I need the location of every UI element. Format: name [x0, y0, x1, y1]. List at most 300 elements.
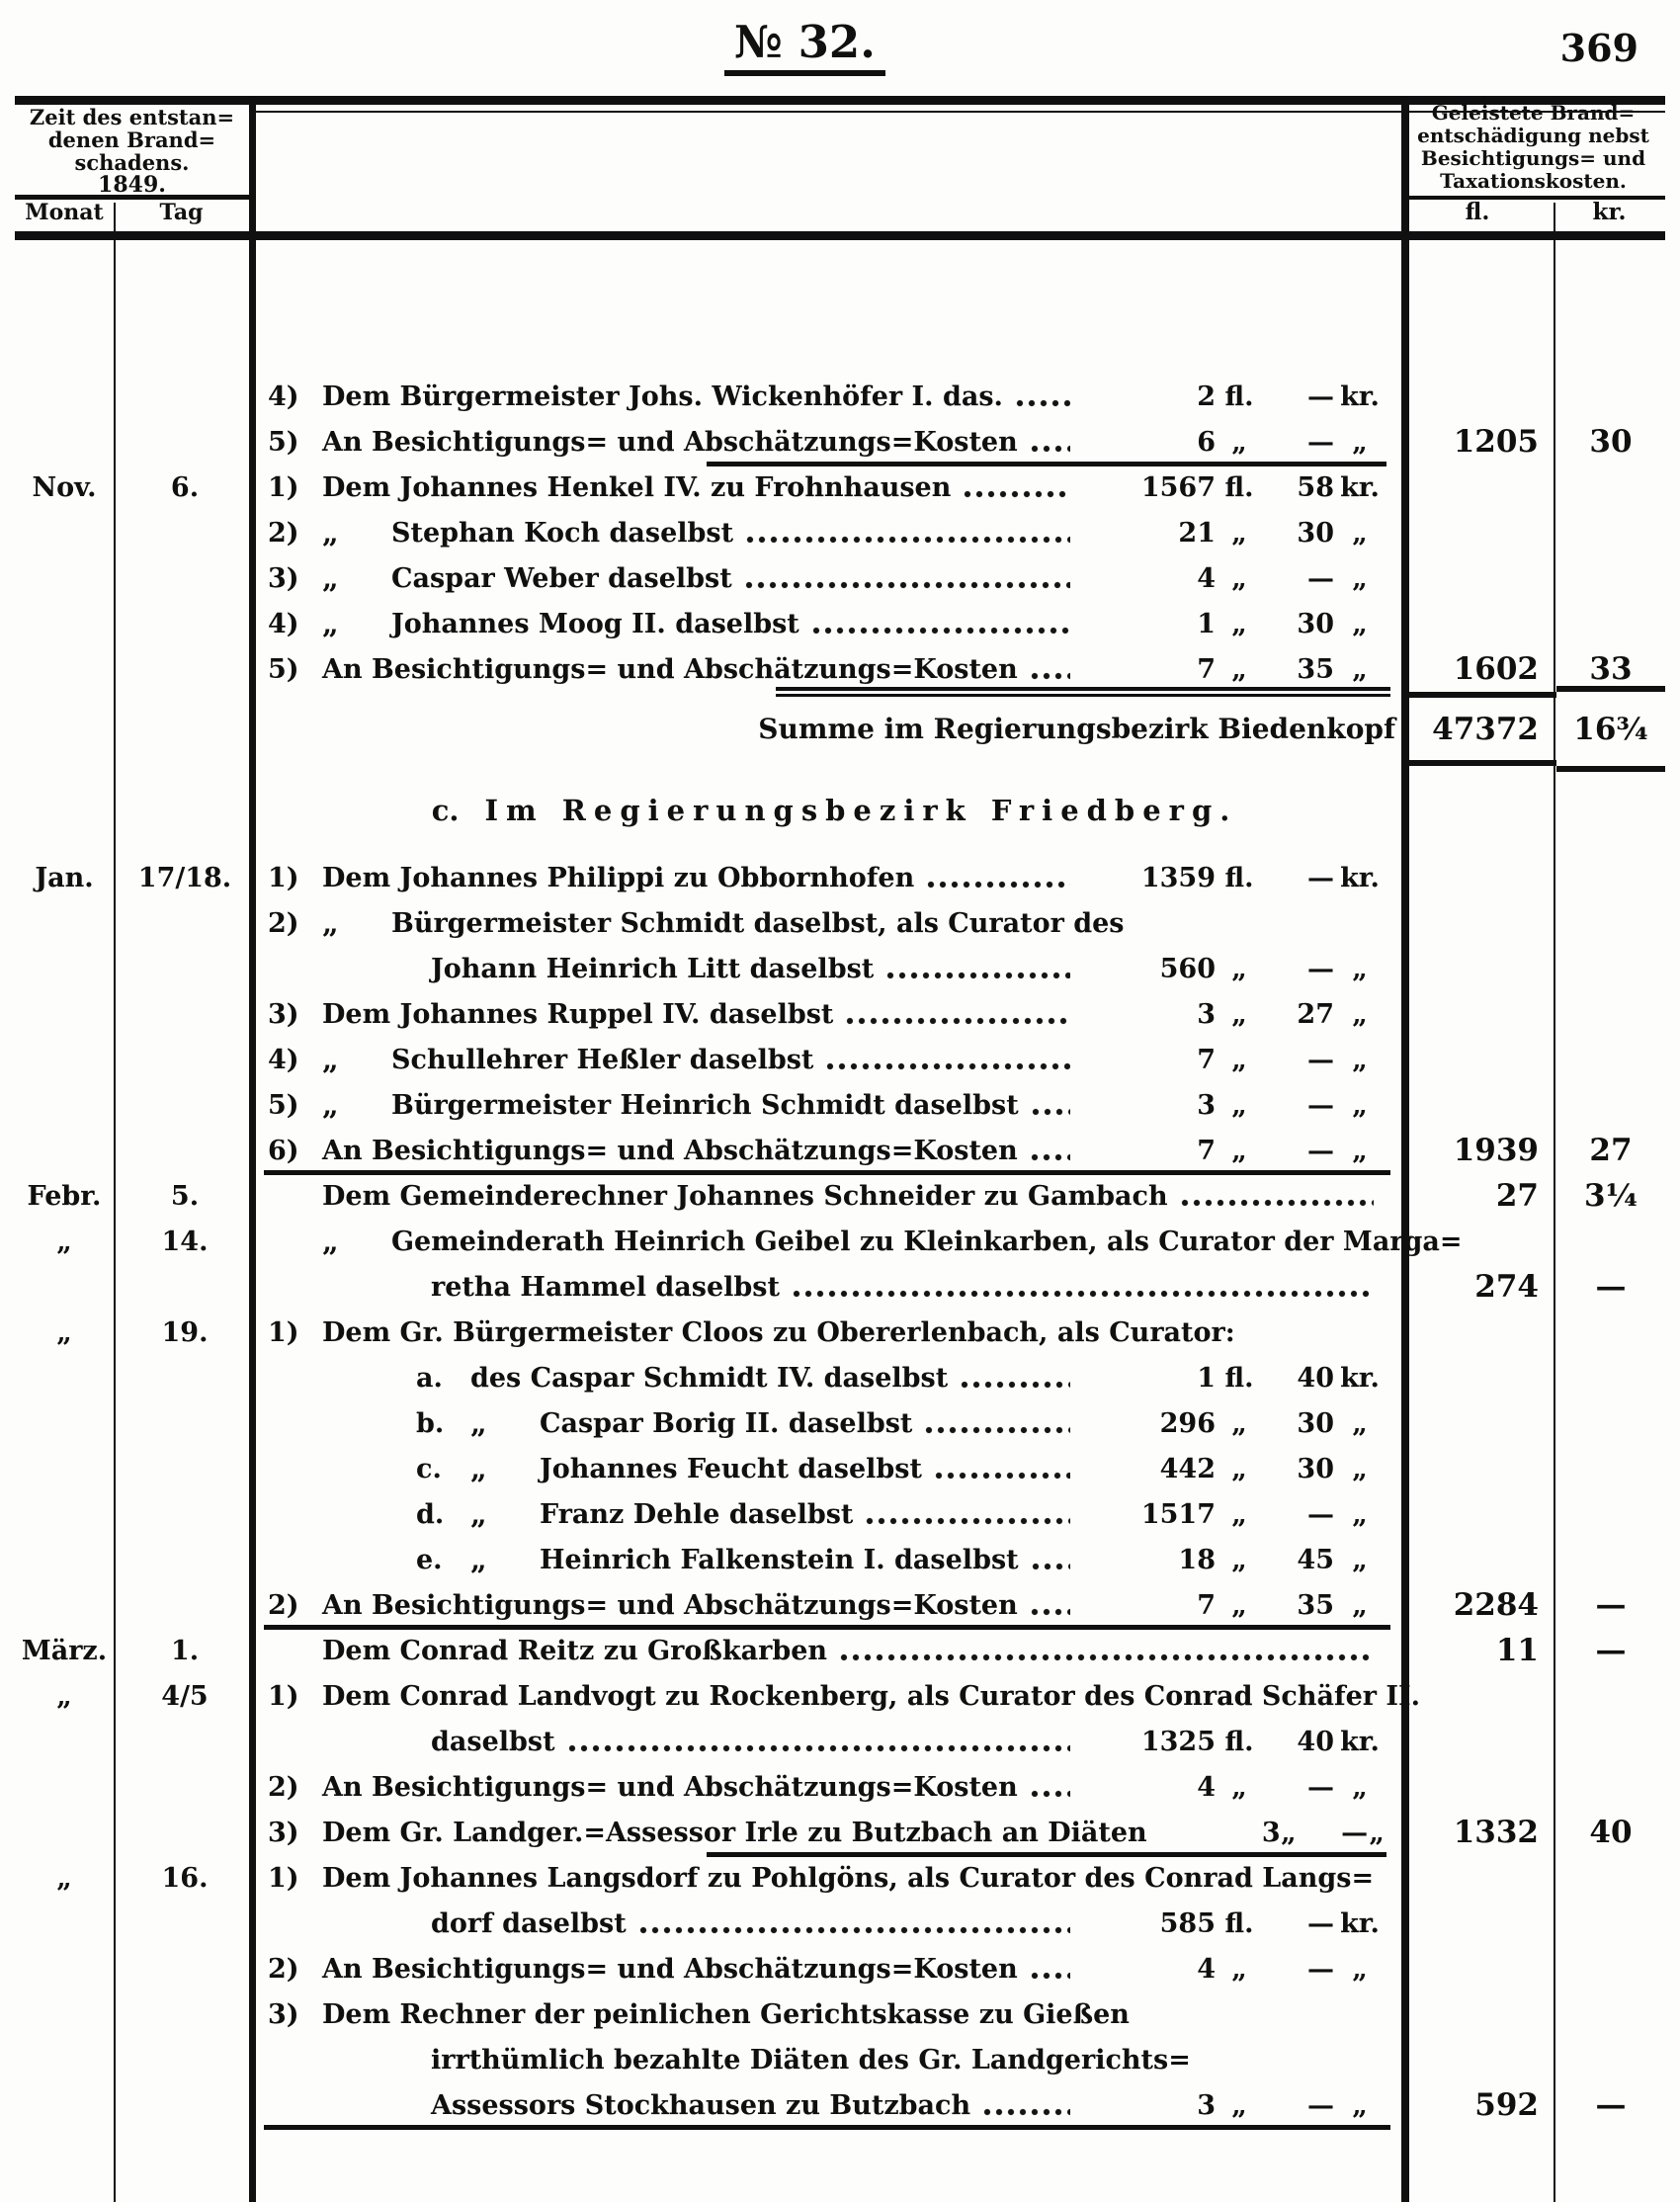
total-kreuzer-cell — [1556, 766, 1665, 855]
item-number: c. — [416, 1453, 442, 1484]
amount-florin-unit: „ — [1231, 1044, 1247, 1075]
table-row — [15, 1582, 1665, 1628]
amount-florin-value: 560 — [1159, 953, 1216, 984]
amount-kreuzer-unit: „ — [1352, 998, 1368, 1030]
entry-text: Dem Conrad Landvogt zu Rockenberg, als Curator des Conrad Schäfer II. — [322, 1680, 1421, 1712]
amount-florin-unit: fl. — [1224, 1726, 1254, 1757]
amount-florin-value: 1325 — [1140, 1726, 1216, 1757]
total-kreuzer-cell — [1556, 1446, 1665, 1491]
amount-florin-unit: „ — [1231, 953, 1247, 984]
day-cell: 5. — [170, 1180, 200, 1212]
entry-text: Dem Gr. Bürgermeister Cloos zu Obererlenbach, als Curator: — [322, 1316, 1235, 1348]
amount-florin-unit: „ — [1231, 2089, 1247, 2121]
amount-kreuzer-value: — — [1341, 1817, 1369, 1848]
amount-florin-unit: fl. — [1224, 381, 1254, 412]
total-kreuzer-cell — [1556, 1037, 1665, 1082]
amount-kreuzer-unit: „ — [1352, 426, 1368, 458]
table-row — [15, 1310, 1665, 1355]
amount-florin-value: 7 — [1197, 1044, 1216, 1075]
amount-kreuzer-value: — — [1307, 426, 1334, 458]
description-cell — [256, 1043, 1401, 1076]
entry-text: Dem Bürgermeister Johs. Wickenhöfer I. das. — [322, 381, 1003, 412]
dotted-leader — [1030, 1971, 1070, 1983]
table-row — [15, 1400, 1665, 1446]
dotted-leader — [960, 1380, 1070, 1392]
day-cell: 19. — [161, 1316, 209, 1348]
description-cell — [256, 1908, 1401, 1939]
table-row — [15, 1991, 1665, 2037]
description-cell — [256, 1272, 1401, 1303]
entry-text: Dem Johannes Ruppel IV. daselbst — [322, 998, 834, 1030]
total-florin-cell — [1401, 1537, 1556, 1582]
description-cell — [256, 1954, 1401, 1985]
month-cell: „ — [56, 1316, 72, 1348]
description-cell — [256, 794, 1401, 827]
total-kreuzer-cell — [1556, 1219, 1665, 1264]
total-kreuzer-cell — [1556, 1400, 1665, 1446]
description-cell — [256, 654, 1401, 685]
item-number: 1) — [268, 1862, 299, 1894]
description-cell — [256, 1452, 1401, 1485]
total-florin-cell: 592 — [1474, 2087, 1539, 2123]
month-cell: Nov. — [32, 471, 97, 503]
total-florin-cell — [1401, 555, 1556, 601]
total-florin-cell — [1401, 1355, 1556, 1400]
description-cell — [256, 1543, 1401, 1576]
amount-florin-value: 1517 — [1140, 1498, 1216, 1530]
total-florin-cell — [1401, 1082, 1556, 1128]
description-cell — [256, 516, 1401, 550]
item-number: 2) — [268, 1953, 299, 1985]
amount-florin-value: 6 — [1197, 426, 1216, 458]
amount-kreuzer-unit: „ — [1352, 1544, 1368, 1575]
total-kreuzer-cell: 16¾ — [1556, 686, 1665, 772]
item-number: 1) — [268, 862, 299, 893]
amount-florin-unit: fl. — [1224, 862, 1254, 893]
item-number: 4) — [268, 1044, 299, 1075]
entry-text: Stephan Koch daselbst — [391, 517, 734, 549]
day-cell: 1. — [170, 1635, 200, 1666]
amount-florin-value: 3 — [1197, 998, 1216, 1030]
amount-kreuzer-value: 45 — [1297, 1544, 1334, 1575]
total-kreuzer-cell — [1556, 374, 1665, 419]
total-florin-cell — [1401, 1764, 1556, 1810]
total-kreuzer-cell — [1556, 465, 1665, 510]
amount-kreuzer-unit: „ — [1352, 1589, 1368, 1621]
amount-kreuzer-unit: kr. — [1340, 1726, 1380, 1757]
amount-kreuzer-unit: „ — [1352, 653, 1368, 685]
total-kreuzer-cell — [1556, 2037, 1665, 2082]
entry-text: Dem Rechner der peinlichen Gerichtskasse zu Gießen — [322, 1998, 1130, 2030]
entry-text: An Besichtigungs= und Abschätzungs=Kosten — [322, 426, 1018, 458]
amount-florin-unit: „ — [1231, 608, 1247, 639]
total-kreuzer-cell — [1556, 1946, 1665, 1991]
header-compensation-line: Taxationskosten. — [1440, 169, 1627, 193]
item-number: 2) — [268, 1771, 299, 1803]
total-florin-cell — [1401, 1719, 1556, 1764]
section-heading-prefix: c. — [431, 794, 460, 827]
entry-text: Johannes Feucht daselbst — [540, 1453, 922, 1484]
total-florin-cell — [1401, 1946, 1556, 1991]
amount-florin-value: 4 — [1197, 1953, 1216, 1985]
dotted-leader — [567, 1743, 1070, 1755]
total-kreuzer-cell — [1556, 555, 1665, 601]
dotted-leader — [934, 1471, 1070, 1482]
total-kreuzer-cell: — — [1595, 1633, 1627, 1668]
table-row — [15, 991, 1665, 1037]
description-cell — [256, 2090, 1401, 2121]
total-kreuzer-cell — [1556, 1355, 1665, 1400]
dotted-leader — [1030, 444, 1070, 456]
amount-kreuzer-unit: „ — [1352, 608, 1368, 639]
table-row — [15, 1764, 1665, 1810]
ditto-mark: „ — [322, 906, 339, 940]
dotted-leader — [926, 880, 1070, 891]
amount-kreuzer-unit: „ — [1352, 517, 1368, 549]
table-body — [15, 240, 1665, 2202]
amount-kreuzer-value: 40 — [1297, 1362, 1334, 1394]
total-kreuzer-cell: 27 — [1589, 1133, 1633, 1168]
entry-text: An Besichtigungs= und Abschätzungs=Kosten — [322, 653, 1018, 685]
table-row — [15, 465, 1665, 510]
item-number: a. — [416, 1362, 443, 1394]
entry-text: des Caspar Schmidt IV. daselbst — [470, 1362, 949, 1394]
amount-florin-unit: „ — [1231, 562, 1247, 594]
entry-text: Schullehrer Heßler daselbst — [391, 1044, 814, 1075]
amount-kreuzer-unit: kr. — [1340, 862, 1380, 893]
total-kreuzer-cell — [1556, 601, 1665, 646]
amount-florin-unit: fl. — [1224, 1362, 1254, 1394]
total-florin-cell — [1401, 991, 1556, 1037]
rule-header-bottom — [15, 231, 1665, 240]
amount-kreuzer-value: — — [1307, 953, 1334, 984]
header-date-box — [15, 106, 249, 197]
table-row — [15, 1173, 1665, 1219]
table-row — [15, 1810, 1665, 1855]
amount-kreuzer-unit: „ — [1352, 562, 1368, 594]
item-number: 1) — [268, 1316, 299, 1348]
amount-kreuzer-unit: „ — [1352, 1407, 1368, 1439]
total-kreuzer-cell — [1556, 1310, 1665, 1355]
dotted-leader — [811, 626, 1070, 637]
amount-florin-unit: „ — [1231, 426, 1247, 458]
item-number: d. — [416, 1498, 445, 1530]
item-number: 2) — [268, 907, 299, 939]
dotted-leader — [1180, 1198, 1374, 1210]
dotted-leader — [1030, 1607, 1070, 1619]
amount-kreuzer-value: 58 — [1297, 471, 1334, 503]
table-row — [15, 2037, 1665, 2082]
page-number: 369 — [1559, 26, 1638, 70]
description-cell — [256, 1317, 1401, 1348]
amount-florin-value: 1359 — [1140, 862, 1216, 893]
month-column-label: Monat — [25, 200, 104, 225]
day-cell: 4/5 — [161, 1680, 209, 1712]
total-florin-cell: 1939 — [1453, 1133, 1539, 1168]
amount-florin-value: 3 — [1197, 1089, 1216, 1121]
header-date-line: Zeit des entstan= — [29, 105, 235, 129]
amount-florin-unit: „ — [1231, 1089, 1247, 1121]
description-cell — [256, 713, 1401, 745]
entry-text: retha Hammel daselbst — [431, 1271, 780, 1303]
entry-text: Heinrich Falkenstein I. daselbst — [540, 1544, 1019, 1575]
item-number: 4) — [268, 381, 299, 412]
table-row — [15, 1037, 1665, 1082]
description-cell — [256, 381, 1401, 412]
ditto-mark: „ — [470, 1497, 487, 1531]
entry-text: Dem Johannes Philippi zu Obbornhofen — [322, 862, 915, 893]
entry-text: dorf daselbst — [431, 1907, 627, 1939]
table-row — [15, 1491, 1665, 1537]
amount-kreuzer-value: — — [1307, 1771, 1334, 1803]
total-florin-cell — [1401, 766, 1556, 855]
table-row — [15, 946, 1665, 991]
dotted-leader — [982, 2107, 1070, 2119]
amount-florin-value: 296 — [1159, 1407, 1216, 1439]
table-row — [15, 1082, 1665, 1128]
amount-florin-unit: „ — [1231, 1135, 1247, 1166]
total-florin-cell: 1332 — [1453, 1815, 1539, 1850]
dotted-leader — [792, 1289, 1374, 1301]
description-cell — [256, 1863, 1401, 1894]
entry-text: Johannes Moog II. daselbst — [391, 608, 799, 639]
entry-text: Dem Johannes Henkel IV. zu Frohnhausen — [322, 471, 952, 503]
total-kreuzer-cell — [1556, 510, 1665, 555]
table-row — [15, 1628, 1665, 1673]
month-cell: „ — [56, 1680, 72, 1712]
table-row — [15, 855, 1665, 900]
dotted-leader — [1030, 1789, 1070, 1801]
amount-florin-unit: „ — [1231, 998, 1247, 1030]
item-number: 6) — [268, 1135, 299, 1166]
total-kreuzer-cell — [1556, 1855, 1665, 1901]
description-cell — [256, 1999, 1401, 2030]
ditto-mark: „ — [322, 1043, 339, 1076]
amount-florin-value: 3 — [1197, 2089, 1216, 2121]
item-number: 5) — [268, 426, 299, 458]
total-florin-cell — [1401, 1673, 1556, 1719]
description-cell — [256, 1772, 1401, 1803]
total-kreuzer-cell: 3¼ — [1584, 1178, 1638, 1214]
amount-kreuzer-unit: „ — [1352, 1453, 1368, 1484]
header-date-line: schadens. — [74, 150, 190, 175]
amount-florin-unit: „ — [1231, 1953, 1247, 1985]
entry-text: Bürgermeister Heinrich Schmidt daselbst — [391, 1089, 1019, 1121]
dotted-leader — [1030, 671, 1070, 683]
description-cell — [256, 1136, 1401, 1166]
table-row — [15, 1264, 1665, 1310]
header-month-day-labels — [15, 200, 249, 225]
amount-florin-unit: „ — [1231, 1453, 1247, 1484]
item-number: 1) — [268, 1680, 299, 1712]
sum-label: Summe im Regierungsbezirk Biedenkopf — [758, 713, 1395, 745]
amount-florin-value: 7 — [1197, 1589, 1216, 1621]
description-cell — [256, 1590, 1401, 1621]
entry-text: Dem Conrad Reitz zu Großkarben — [322, 1635, 828, 1666]
ditto-mark: „ — [322, 607, 339, 640]
description-cell — [256, 906, 1401, 940]
item-number: b. — [416, 1407, 445, 1439]
table-row — [15, 1673, 1665, 1719]
amount-florin-value: 1 — [1197, 1362, 1216, 1394]
amount-florin-value: 4 — [1197, 1771, 1216, 1803]
group-sum-rule — [264, 2125, 1390, 2130]
section-heading-text: Im Regierungsbezirk Friedberg. — [484, 794, 1238, 827]
total-florin-cell — [1401, 855, 1556, 900]
amount-florin-value: 1 — [1197, 608, 1216, 639]
table-row — [15, 374, 1665, 419]
entry-text: Dem Gemeinderechner Johannes Schneider zu Gambach — [322, 1180, 1168, 1212]
amount-florin-unit: „ — [1231, 1544, 1247, 1575]
total-florin-cell — [1401, 946, 1556, 991]
ditto-mark: „ — [470, 1452, 487, 1485]
table-row — [15, 1537, 1665, 1582]
total-kreuzer-cell — [1556, 1082, 1665, 1128]
header-compensation-line: Geleistete Brand= — [1431, 101, 1636, 125]
table-row — [15, 1855, 1665, 1901]
amount-florin-value: 1567 — [1140, 471, 1216, 503]
total-florin-cell — [1401, 601, 1556, 646]
table-row — [15, 555, 1665, 601]
table-row — [15, 1719, 1665, 1764]
group-sum-rule — [707, 462, 1386, 466]
dotted-leader — [924, 1425, 1070, 1437]
table-row — [15, 1901, 1665, 1946]
total-florin-cell: 27 — [1495, 1178, 1539, 1214]
amount-florin-value: 4 — [1197, 562, 1216, 594]
table-row — [15, 1355, 1665, 1400]
table-row — [15, 2082, 1665, 2128]
total-kreuzer-cell — [1556, 1719, 1665, 1764]
item-number: 3) — [268, 998, 299, 1030]
total-florin-cell — [1401, 465, 1556, 510]
amount-kreuzer-unit: „ — [1352, 1771, 1368, 1803]
header-compensation-box — [1401, 102, 1665, 193]
amount-florin-value: 18 — [1178, 1544, 1216, 1575]
total-kreuzer-cell: 30 — [1589, 424, 1633, 460]
amount-florin-value: 21 — [1178, 517, 1216, 549]
description-cell — [256, 607, 1401, 640]
total-kreuzer-cell — [1556, 1673, 1665, 1719]
amount-kreuzer-value: 40 — [1297, 1726, 1334, 1757]
item-number: 5) — [268, 1089, 299, 1121]
entry-text: An Besichtigungs= und Abschätzungs=Kosten — [322, 1589, 1018, 1621]
kreuzer-column-label: kr. — [1592, 199, 1627, 225]
amount-florin-value: 2 — [1197, 381, 1216, 412]
total-kreuzer-cell — [1556, 1764, 1665, 1810]
description-cell — [256, 472, 1401, 503]
item-number: 4) — [268, 608, 299, 639]
florin-column-label: fl. — [1465, 199, 1490, 225]
total-kreuzer-cell — [1556, 1991, 1665, 2037]
month-cell: „ — [56, 1862, 72, 1894]
total-florin-cell: 1602 — [1453, 651, 1539, 687]
dotted-leader — [885, 971, 1070, 982]
description-cell — [256, 1181, 1401, 1212]
day-cell: 17/18. — [137, 862, 232, 893]
group-sum-rule — [707, 1852, 1386, 1857]
item-number: 3) — [268, 562, 299, 594]
item-number: 2) — [268, 517, 299, 549]
dotted-leader — [745, 535, 1070, 547]
day-column-label: Tag — [159, 200, 204, 225]
amount-kreuzer-value: 30 — [1297, 517, 1334, 549]
entry-text: Dem Johannes Langsdorf zu Pohlgöns, als Curator des Conrad Langs= — [322, 1862, 1375, 1894]
dotted-leader — [963, 489, 1070, 501]
amount-kreuzer-unit: „ — [1352, 953, 1368, 984]
amount-kreuzer-value: — — [1307, 562, 1334, 594]
total-kreuzer-cell — [1556, 855, 1665, 900]
entry-text: Caspar Borig II. daselbst — [540, 1407, 913, 1439]
total-florin-cell — [1401, 1446, 1556, 1491]
total-florin-cell — [1401, 2037, 1556, 2082]
dotted-leader — [1031, 1107, 1070, 1119]
amount-florin-unit: „ — [1231, 653, 1247, 685]
item-number: 3) — [268, 1817, 299, 1848]
amount-florin-unit: „ — [1281, 1817, 1297, 1848]
amount-kreuzer-value: — — [1307, 1135, 1334, 1166]
item-number: 5) — [268, 653, 299, 685]
entry-text: Bürgermeister Schmidt daselbst, als Curator des — [391, 907, 1125, 939]
total-kreuzer-cell — [1556, 1491, 1665, 1537]
total-florin-cell — [1401, 374, 1556, 419]
description-cell — [256, 1088, 1401, 1122]
description-cell — [256, 1680, 1421, 1712]
amount-florin-unit: fl. — [1224, 471, 1254, 503]
total-kreuzer-cell: 40 — [1589, 1815, 1633, 1850]
total-kreuzer-cell — [1556, 1537, 1665, 1582]
amount-florin-value: 7 — [1197, 1135, 1216, 1166]
total-kreuzer-cell — [1556, 946, 1665, 991]
amount-kreuzer-value: — — [1307, 862, 1334, 893]
table-row — [15, 510, 1665, 555]
table-row — [15, 646, 1665, 692]
dotted-leader — [1030, 1152, 1070, 1164]
month-cell: „ — [56, 1226, 72, 1257]
entry-text: irrthümlich bezahlte Diäten des Gr. Landgerichts= — [431, 2044, 1191, 2075]
dotted-leader — [638, 1925, 1070, 1937]
document-number: № 32. — [724, 16, 885, 76]
amount-florin-unit: „ — [1231, 517, 1247, 549]
day-cell: 6. — [170, 471, 200, 503]
total-florin-cell — [1401, 1400, 1556, 1446]
entry-text: An Besichtigungs= und Abschätzungs=Kosten — [322, 1135, 1018, 1166]
amount-florin-unit: „ — [1231, 1498, 1247, 1530]
table-row — [15, 1128, 1665, 1173]
total-kreuzer-cell: — — [1595, 2087, 1627, 2123]
amount-florin-value: 3 — [1261, 1817, 1281, 1848]
entry-text: An Besichtigungs= und Abschätzungs=Kosten — [322, 1771, 1018, 1803]
description-cell — [256, 561, 1401, 595]
total-florin-cell: 274 — [1474, 1269, 1539, 1305]
table-row — [15, 766, 1665, 855]
amount-kreuzer-value: — — [1307, 1907, 1334, 1939]
item-number: 3) — [268, 1998, 299, 2030]
amount-kreuzer-value: — — [1307, 2089, 1334, 2121]
table-row — [15, 1446, 1665, 1491]
entry-text: daselbst — [431, 1726, 555, 1757]
table-row — [15, 900, 1665, 946]
table-row — [15, 419, 1665, 465]
dotted-leader — [744, 580, 1070, 592]
day-cell: 14. — [161, 1226, 209, 1257]
group-sum-rule — [264, 1170, 1390, 1175]
header-date-line: denen Brand= — [47, 127, 216, 152]
dotted-leader — [1015, 398, 1070, 410]
amount-kreuzer-unit: „ — [1352, 1135, 1368, 1166]
description-cell — [256, 863, 1401, 893]
description-cell — [256, 1818, 1401, 1848]
